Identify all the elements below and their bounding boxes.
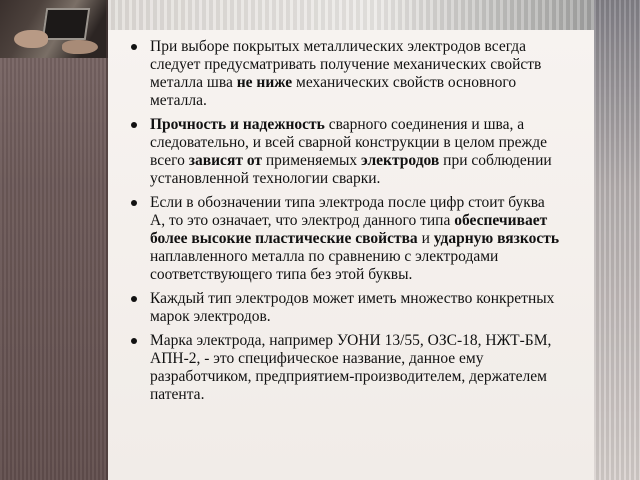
top-decor-strip: [108, 0, 640, 30]
bullet-dot-icon: [131, 200, 137, 206]
bullet-text-bold: ударную вязкость: [433, 230, 560, 247]
vertical-divider: [106, 0, 108, 480]
bullet-list: [128, 38, 560, 404]
bullet-item: [150, 332, 560, 404]
bullet-dot-icon: [131, 338, 137, 344]
left-decor-band: [0, 0, 108, 480]
bullet-text: Каждый тип электродов может иметь множество конкретных марок электродов.: [150, 290, 555, 325]
hand-shape: [62, 40, 98, 54]
bullet-dot-icon: [131, 122, 137, 128]
bullet-text: механических свойств основного металла.: [150, 74, 517, 109]
hand-shape: [14, 30, 48, 48]
bullet-text: Марка электрода, например УОНИ 13/55, ОЗС-18, НЖТ-БМ, АПН-2, - это специфическое название, данное ему разработчиком, предприятием-производителем, держателем патента.: [150, 332, 552, 403]
bullet-text: наплавленного металла по сравнению с электродами соответствующего типа без этой буквы.: [150, 248, 499, 283]
laptop-photo: [0, 0, 108, 58]
bullet-item: [150, 290, 560, 326]
bullet-text: При выборе покрытых металлических электродов всегда следует предусматривать получение механических свойств металла шва: [150, 38, 542, 91]
laptop-shape: [42, 8, 90, 40]
bullet-text-bold: не ниже: [236, 74, 293, 91]
bullet-text: применяемых: [261, 152, 362, 169]
bullet-text: и: [417, 230, 434, 247]
right-decor-strip: [594, 0, 640, 480]
bullet-item: [150, 116, 560, 188]
bullet-text-bold: зависят от: [188, 152, 262, 169]
slide-body: [128, 38, 560, 410]
bullet-text-bold: электродов: [361, 152, 440, 169]
bullet-item: [150, 194, 560, 284]
bullet-dot-icon: [131, 296, 137, 302]
bullet-text: сварного соединения и шва, а следовательно, и всей сварной конструкции в целом прежде всего: [150, 116, 547, 169]
bullet-item: [150, 38, 560, 110]
bullet-text-bold: обеспечивает более высокие пластические свойства: [150, 212, 548, 247]
bullet-text-bold: Прочность и надежность: [150, 116, 325, 133]
bullet-text: Если в обозначении типа электрода после цифр стоит буква А, то это означает, что электрод данного типа: [150, 194, 545, 229]
bullet-text: при соблюдении установленной технологии сварки.: [150, 152, 552, 187]
bullet-dot-icon: [131, 44, 137, 50]
